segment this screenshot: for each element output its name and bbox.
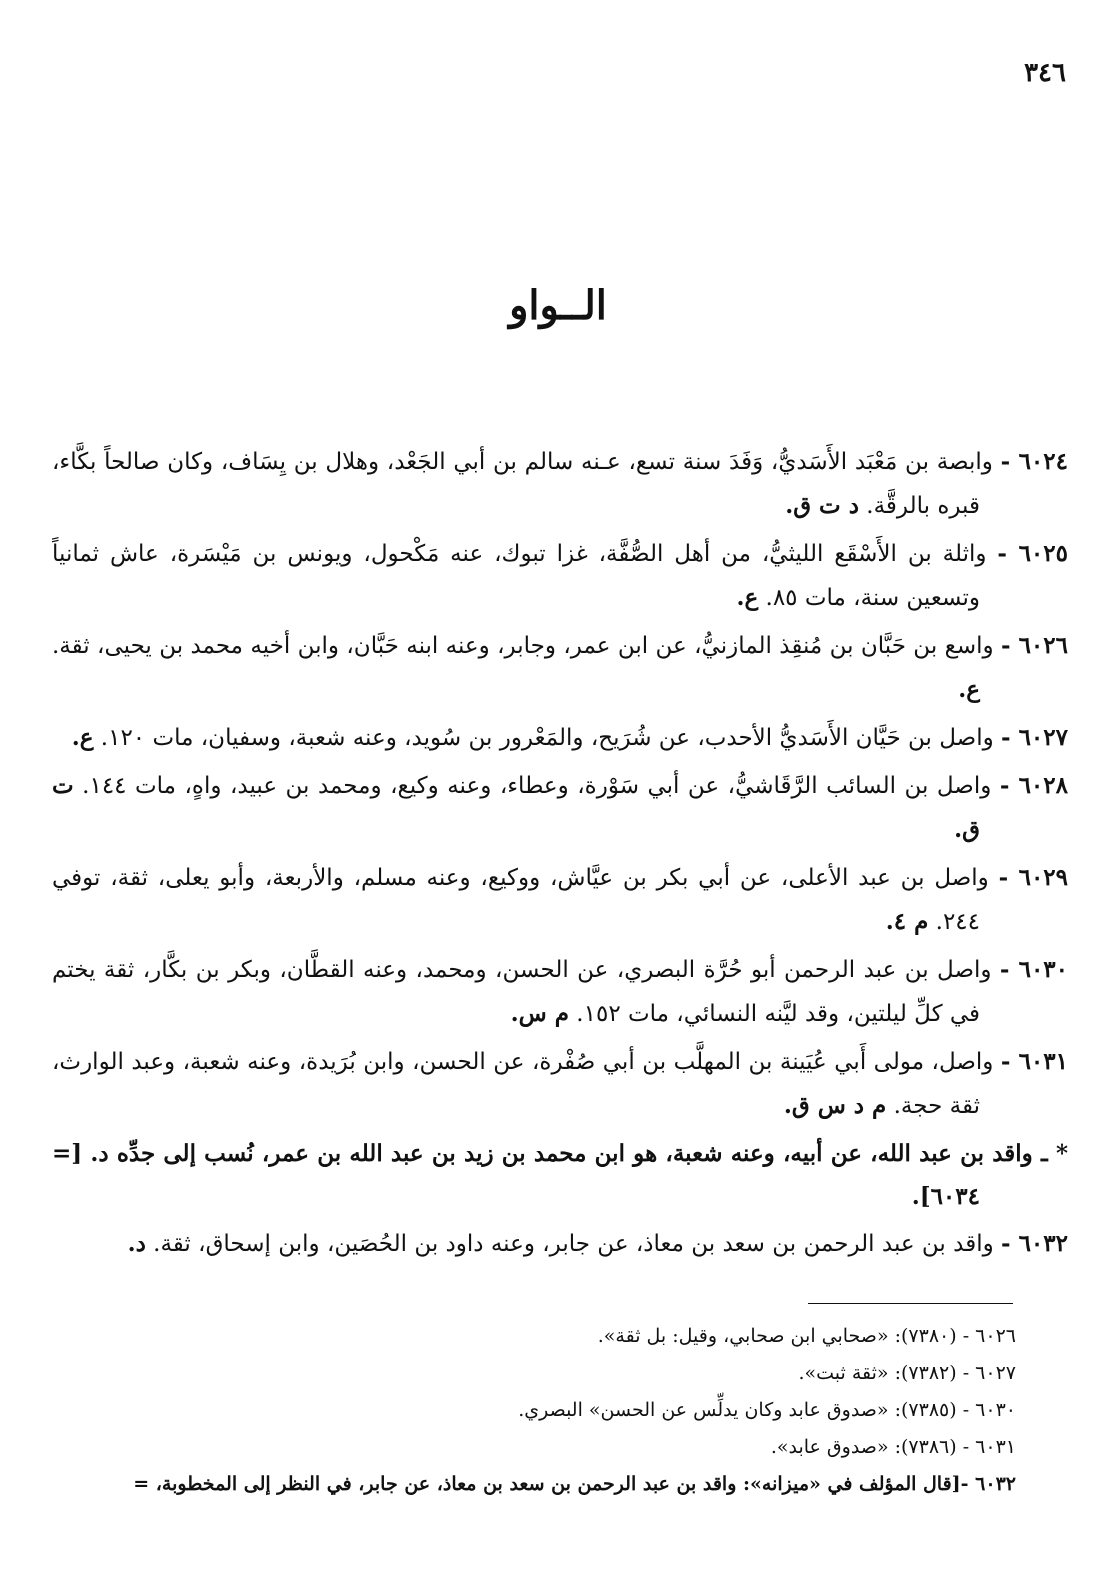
entry-text: واصل بن السائب الرَّقَاشيُّ، عن أبي سَوْرة، وعطاء، وعنه وكيع، ومحمد بن عبيد، واهٍ، مات ١٤٤. [82, 773, 992, 799]
entry [52, 532, 1068, 620]
entry-number: ٦٠٢٧ - [1001, 724, 1068, 751]
entry-number: ٦٠٣٢ - [1001, 1230, 1068, 1257]
section-title: الــواو [509, 282, 607, 329]
entry-codes: ع. [736, 584, 759, 611]
footnote: ٦٠٣٠ - (٧٣٨٥): «صدوق عابد وكان يدلِّس عن الحسن» البصري. [518, 1399, 1016, 1421]
entry-text: واقد بن عبد الرحمن بن سعد بن معاذ، عن جابر، وعنه داود بن الحُصَين، وابن إسحاق، ثقة. [153, 1231, 994, 1257]
entry [52, 1222, 1068, 1266]
entry-codes: م ٤. [885, 908, 929, 935]
footnote: ٦٠٣٢ -[قال المؤلف في «ميزانه»: واقد بن عبد الرحمن بن سعد بن معاذ، عن جابر، في النظر إلى المخطوبة، = [133, 1473, 1016, 1495]
entry-text: واصل، مولى أَبي عُيَينة بن المهلَّب بن أبي صُفْرة، عن الحسن، وابن بُرَيدة، وعنه شعبة، وعبد الوارث، ثقة حجة. [52, 1049, 994, 1119]
entry [52, 624, 1068, 712]
entry-text: واثلة بن الأَسْقَع الليثيُّ، من أهل الصُّفَّة، غزا تبوك، عنه مَكْحول، ويونس بن مَيْسَرة، عاش ثمانياً وتسعين سنة، مات ٨٥. [52, 541, 987, 611]
entry-number: ٦٠٣١ - [1000, 1048, 1068, 1075]
entry-text: واصل بن حَيَّان الأَسَديُّ الأحدب، عن شُرَيح، والمَعْرور بن سُويد، وعنه شعبة، وسفيان، مات ١٢٠. [100, 725, 994, 751]
entry-number: ٦٠٢٦ - [1000, 632, 1068, 659]
entry-text: وابصة بن مَعْبَد الأَسَديُّ، وَفَدَ سنة تسع، عـنه سالم بن أبي الجَعْد، وهلال بن يِسَاف، وكان صالحاً بكَّاء، قبره بالرقَّة. [52, 449, 993, 519]
entry-codes: د. [127, 1230, 146, 1257]
entry-text: واسع بن حَبَّان بن مُنقِذ المازنيُّ، عن ابن عمر، وجابر، وعنه ابنه حَبَّان، وابن أخيه محمد بن يحيى، ثقة. [52, 633, 994, 659]
entry-number: ٦٠٢٤ - [1000, 448, 1068, 475]
entry-codes: م د س ق. [783, 1092, 887, 1119]
entry [52, 948, 1068, 1036]
entry [52, 716, 1068, 760]
page-number: ٣٤٦ [1024, 58, 1066, 88]
footnotes [40, 1318, 1016, 1503]
cross-reference-text: ـ واقد بن عبد الله، عن أبيه، وعنه شعبة، هو ابن محمد بن زيد بن عبد الله بن عمر، نُسب إلى جدِّه د. [= ٦٠٣٤]. [52, 1140, 1048, 1210]
entry-codes: ع. [71, 724, 94, 751]
entry-number: ٦٠٢٥ - [997, 540, 1068, 567]
entry-number: ٦٠٢٨ - [999, 772, 1068, 799]
entry-text: واصل بن عبد الرحمن أبو حُرَّة البصري، عن الحسن، ومحمد، وعنه القطَّان، وبكر بن بكَّار، ثقة يختم في كلِّ ليلتين، وقد ليَّنه النسائي، مات ١٥٢. [52, 957, 992, 1027]
entry-codes: د ت ق. [785, 492, 859, 519]
entry-codes: ع. [958, 676, 980, 703]
cross-reference [52, 1132, 1068, 1218]
footnote: ٦٠٣١ - (٧٣٨٦): «صدوق عابد». [770, 1436, 1016, 1458]
footnote-divider [808, 1303, 1013, 1304]
footnote: ٦٠٢٦ - (٧٣٨٠): «صحابي ابن صحابي، وقيل: بل ثقة». [597, 1325, 1016, 1347]
entry [52, 764, 1068, 852]
entry-text: واصل بن عبد الأعلى، عن أبي بكر بن عيَّاش، ووكيع، وعنه مسلم، والأربعة، وأبو يعلى، ثقة، توفي ٢٤٤. [52, 865, 989, 935]
star-icon: * [1055, 1140, 1068, 1167]
entries-list [52, 440, 1068, 1270]
entry-number: ٦٠٣٠ - [999, 956, 1069, 983]
entry-number: ٦٠٢٩ - [998, 864, 1069, 891]
footnote: ٦٠٢٧ - (٧٣٨٢): «ثقة ثبت». [798, 1362, 1016, 1384]
entry [52, 856, 1068, 944]
entry-codes: م س. [510, 1000, 569, 1027]
entry [52, 440, 1068, 528]
entry-codes: ت ق. [52, 772, 980, 843]
entry [52, 1040, 1068, 1128]
